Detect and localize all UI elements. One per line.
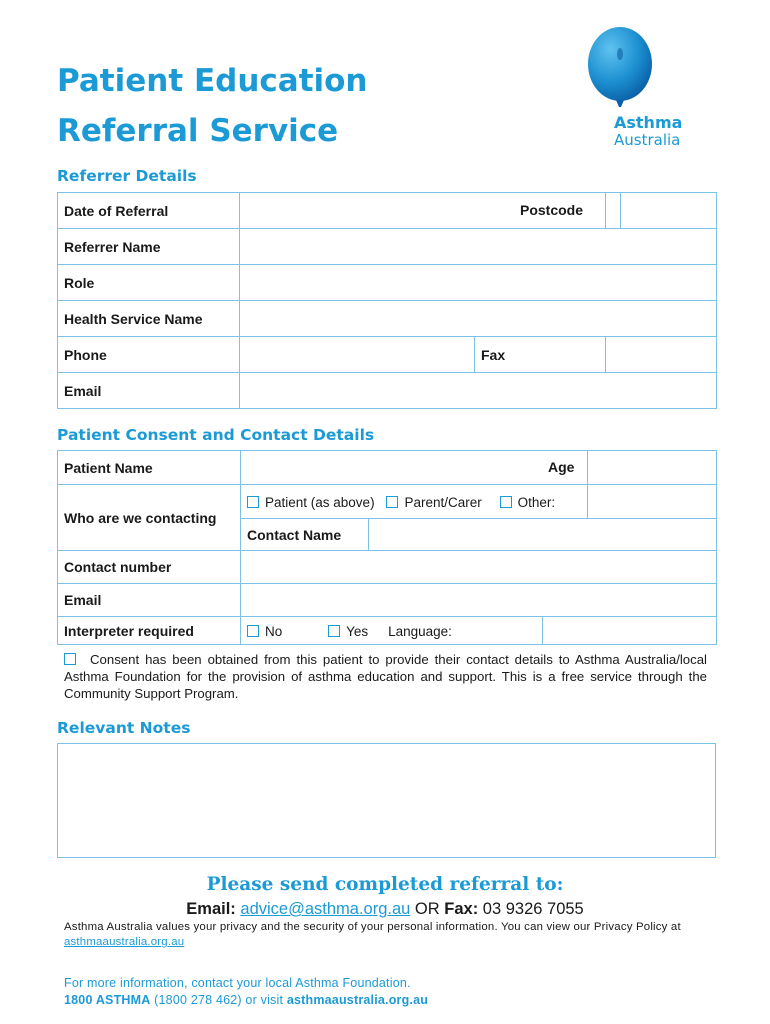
interpreter-required-label: Interpreter required <box>58 617 241 645</box>
referrer-name-label: Referrer Name <box>58 229 240 265</box>
logo-text-australia: Australia <box>614 131 681 149</box>
parent-carer-checkbox[interactable] <box>386 496 398 508</box>
footer-info: For more information, contact your local Asthma Foundation. <box>64 976 411 990</box>
send-email-link[interactable]: advice@asthma.org.au <box>240 900 411 918</box>
page-title <box>57 56 368 156</box>
contact-name-field[interactable] <box>369 519 717 551</box>
send-email-label: Email: <box>186 900 236 918</box>
role-field[interactable] <box>240 265 717 301</box>
contact-options <box>241 485 588 519</box>
referrer-details-table <box>57 192 717 409</box>
footer-site-link[interactable]: asthmaaustralia.org.au <box>286 993 429 1007</box>
contact-name-label: Contact Name <box>241 519 369 551</box>
language-field[interactable] <box>543 617 717 645</box>
health-service-name-field[interactable] <box>240 301 717 337</box>
other-checkbox[interactable] <box>500 496 512 508</box>
other-field[interactable] <box>588 485 717 519</box>
phone-label: Phone <box>58 337 240 373</box>
referrer-details-heading: Referrer Details <box>57 167 197 185</box>
language-label: Language: <box>388 623 452 639</box>
who-are-we-contacting-label: Who are we contacting <box>58 485 241 551</box>
relevant-notes-heading: Relevant Notes <box>57 719 191 737</box>
privacy-policy-link[interactable]: asthmaaustralia.org.au <box>64 936 185 948</box>
health-service-name-label: Health Service Name <box>58 301 240 337</box>
patient-consent-heading: Patient Consent and Contact Details <box>57 426 375 444</box>
referrer-name-field[interactable] <box>240 229 717 265</box>
no-checkbox[interactable] <box>247 625 259 637</box>
contact-number-field[interactable] <box>241 551 717 584</box>
consent-statement <box>64 651 707 702</box>
send-or-text: OR <box>414 900 440 918</box>
opt-no[interactable]: No <box>247 624 282 639</box>
footer-phone-number: (1800 278 462) or visit <box>154 993 284 1007</box>
email-label: Email <box>58 373 240 409</box>
phone-field[interactable] <box>240 337 475 373</box>
title-line-1: Patient Education <box>57 63 368 99</box>
relevant-notes-field[interactable] <box>57 743 716 858</box>
yes-checkbox[interactable] <box>328 625 340 637</box>
logo-text-asthma: Asthma <box>614 113 683 132</box>
age-field[interactable] <box>588 451 717 485</box>
consent-text: Consent has been obtained from this patient to provide their contact details to Asthma Australia/local Asthma Foundation for the provision of asthma education and support. This is a free service through the Community Support Program. <box>64 652 707 701</box>
patient-email-label: Email <box>58 584 241 617</box>
fax-field[interactable] <box>606 337 717 373</box>
consent-checkbox[interactable] <box>64 653 76 665</box>
opt-parent[interactable]: Parent/Carer <box>386 495 481 510</box>
opt-yes[interactable]: Yes <box>328 624 368 639</box>
send-fax-number: 03 9326 7055 <box>482 900 584 918</box>
footer-contact <box>64 993 428 1007</box>
patient-details-table <box>57 450 717 645</box>
date-of-referral-label: Date of Referral <box>58 193 240 229</box>
patient-email-field[interactable] <box>241 584 717 617</box>
postcode-label: Postcode <box>520 202 584 218</box>
send-contact-line <box>0 900 770 919</box>
opt-patient[interactable]: Patient (as above) <box>247 495 375 510</box>
fax-label: Fax <box>475 337 606 373</box>
opt-other[interactable]: Other: <box>500 495 556 510</box>
role-label: Role <box>58 265 240 301</box>
patient-name-label: Patient Name <box>58 451 241 485</box>
age-label: Age <box>548 459 575 475</box>
send-referral-heading: Please send completed referral to: <box>206 874 564 895</box>
title-line-2: Referral Service <box>57 113 339 149</box>
footer-phone-bold: 1800 ASTHMA <box>64 993 151 1007</box>
send-fax-label: Fax: <box>444 900 479 918</box>
patient-name-field[interactable] <box>241 451 588 485</box>
contact-number-label: Contact number <box>58 551 241 584</box>
interpreter-options <box>241 617 543 645</box>
patient-checkbox[interactable] <box>247 496 259 508</box>
email-field[interactable] <box>240 373 717 409</box>
postcode-field[interactable] <box>621 193 717 229</box>
privacy-statement: Asthma Australia values your privacy and the security of your personal information. You can view our Privacy Policy at asthmaaustralia.org.au <box>64 921 681 948</box>
